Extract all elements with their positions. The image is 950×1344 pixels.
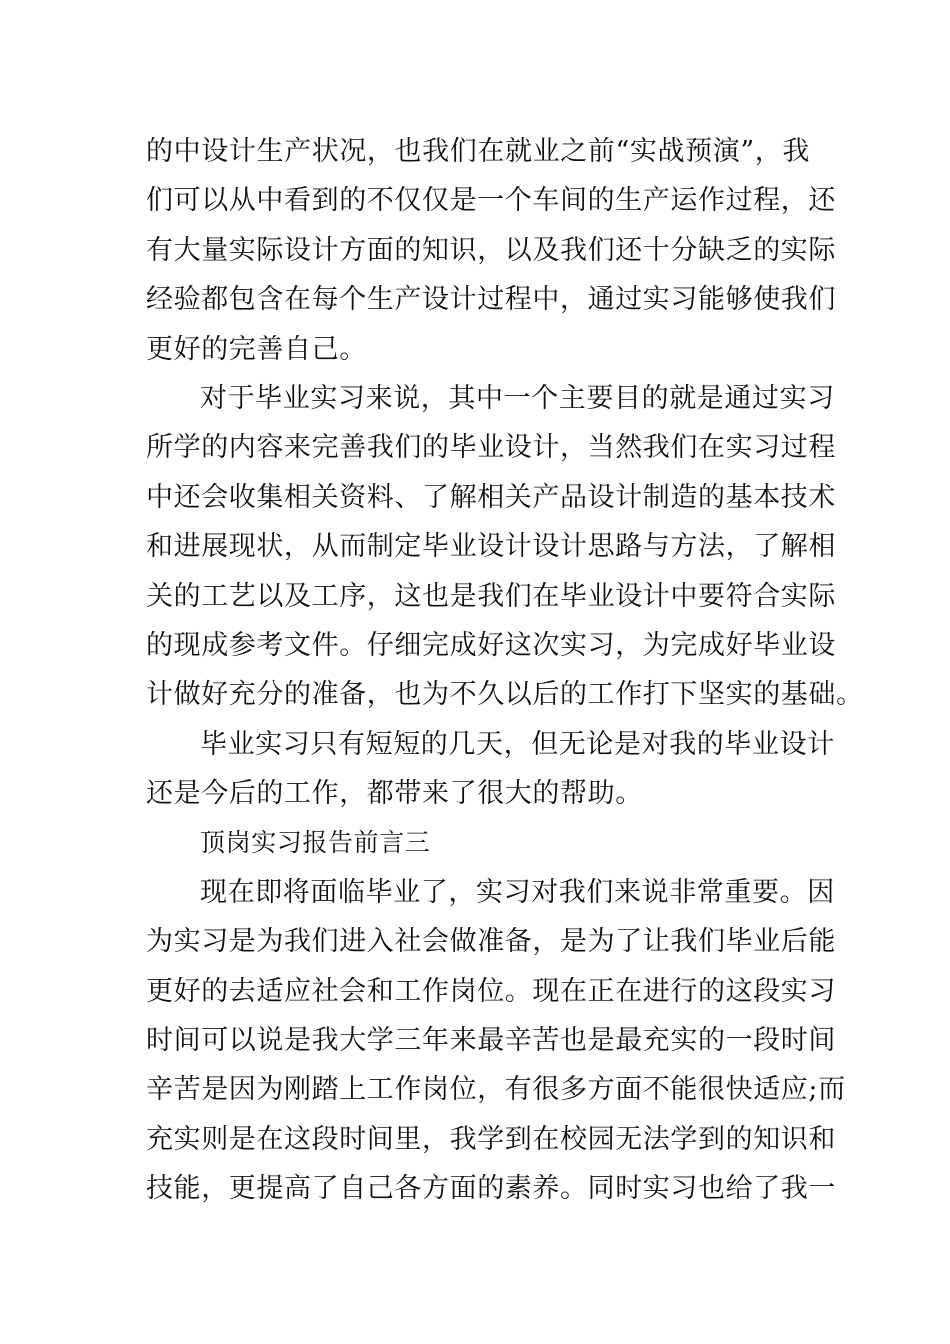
text-line: 时间可以说是我大学三年来最辛苦也是最充实的一段时间 <box>146 1025 836 1057</box>
text-line: 所学的内容来完善我们的毕业设计，当然我们在实习过程 <box>146 432 836 464</box>
text-line: 关的工艺以及工序，这也是我们在毕业设计中要符合实际 <box>146 580 836 612</box>
text-line: 的中设计生产状况，也我们在就业之前“实战预演”，我 <box>146 136 810 167</box>
text-line: 充实则是在这段时间里，我学到在校园无法学到的知识和 <box>146 1123 836 1155</box>
text-line: 有大量实际设计方面的知识，以及我们还十分缺乏的实际 <box>146 234 836 266</box>
text-line: 们可以从中看到的不仅仅是一个车间的生产运作过程，还 <box>146 185 836 217</box>
text-line: 还是今后的工作，都带来了很大的帮助。 <box>146 778 643 810</box>
text-line: 中还会收集相关资料、了解相关产品设计制造的基本技术 <box>146 481 836 513</box>
text-line: 更好的完善自己。 <box>146 333 367 365</box>
text-line: 的现成参考文件。仔细完成好这次实习，为完成好毕业设 <box>146 629 836 661</box>
paragraph-start-line: 对于毕业实习来说，其中一个主要目的就是通过实习 <box>200 382 835 414</box>
text-line: 经验都包含在每个生产设计过程中，通过实习能够使我们 <box>146 284 836 316</box>
section-heading: 顶岗实习报告前言三 <box>200 828 431 858</box>
body-text <box>146 127 864 1214</box>
paragraph-start-line: 毕业实习只有短短的几天，但无论是对我的毕业设计 <box>200 728 835 760</box>
text-line: 和进展现状，从而制定毕业设计设计思路与方法，了解相 <box>146 531 836 563</box>
text-line: 为实习是为我们进入社会做准备，是为了让我们毕业后能 <box>146 926 836 958</box>
paragraph-start-line: 现在即将面临毕业了，实习对我们来说非常重要。因 <box>200 876 835 908</box>
text-line: 更好的去适应社会和工作岗位。现在正在进行的这段实习 <box>146 975 836 1007</box>
text-line: 计做好充分的准备，也为不久以后的工作打下坚实的基础。 <box>146 679 864 711</box>
text-line: 辛苦是因为刚踏上工作岗位，有很多方面不能很快适应;而 <box>146 1074 846 1106</box>
text-line: 技能，更提高了自己各方面的素养。同时实习也给了我一 <box>146 1173 836 1205</box>
